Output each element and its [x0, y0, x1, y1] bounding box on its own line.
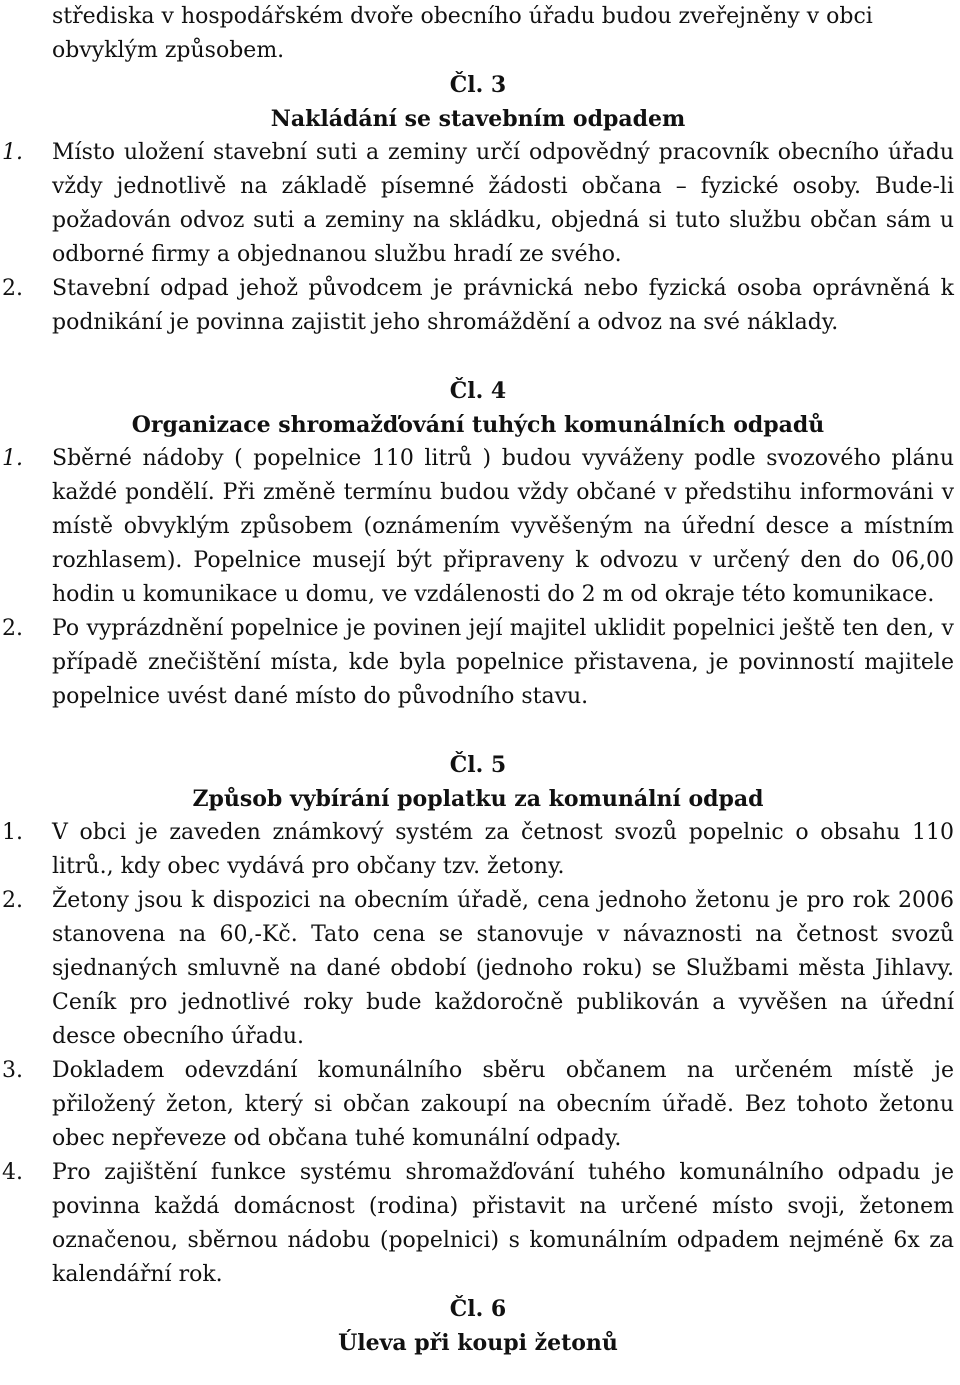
item-text: Stavební odpad jehož původcem je právnická nebo fyzická osoba oprávněná k podnikání je povinna zajistit jeho shromáždění a odvoz na své náklady. [52, 276, 954, 335]
article-title: Úleva při koupi žetonů [338, 1330, 618, 1356]
item-number: 4. [2, 1160, 23, 1185]
article-number: Čl. 3 [449, 72, 507, 98]
list-item [2, 442, 954, 612]
spacer [2, 714, 954, 748]
item-number: 2. [2, 276, 23, 301]
item-text: V obci je zaveden známkový systém za četnost svozů popelnic o obsahu 110 litrů., kdy obec vydává pro občany tzv. žetony. [52, 820, 954, 879]
item-text: Po vyprázdnění popelnice je povinen její majitel uklidit popelnici ještě ten den, v případě znečištění místa, kde byla popelnice přistavena, je povinností majitele popelnice uvést dané místo do původního stavu. [52, 616, 954, 709]
item-number: 1. [2, 140, 23, 165]
list-item [2, 816, 954, 884]
article-title: Organizace shromažďování tuhých komunálních odpadů [131, 412, 825, 438]
item-number: 2. [2, 616, 23, 641]
item-number: 2. [2, 888, 23, 913]
intro-line: obvyklým způsobem. [52, 38, 285, 63]
list-item [2, 1054, 954, 1156]
list-item [2, 884, 954, 1054]
intro-line: střediska v hospodářském dvoře obecního úřadu budou zveřejněny v obci [52, 4, 873, 29]
item-number: 1. [2, 446, 23, 471]
list-item [2, 136, 954, 272]
item-text: Místo uložení stavební suti a zeminy určí odpovědný pracovník obecního úřadu vždy jednotlivě na základě písemné žádosti občana – fyzické osoby. Bude-li požadován odvoz suti a zeminy na skládku, objedná si tuto službu občan sám u odborné firmy a objednanou službu hradí ze svého. [52, 140, 954, 267]
article-4 [2, 374, 954, 714]
list-item [2, 612, 954, 714]
item-text: Sběrné nádoby ( popelnice 110 litrů ) budou vyváženy podle svozového plánu každé pondělí. Při změně termínu budou vždy občané v předstihu informováni v místě obvyklým způsobem (oznámením vyvěšeným na úřední desce a místním rozhlasem). Popelnice musejí být připraveny k odvozu v určený den do 06,00 hodin u komunikace u domu, ve vzdálenosti do 2 m od okraje této komunikace. [52, 446, 954, 607]
item-number: 1. [2, 820, 23, 845]
article-number: Čl. 6 [449, 1296, 507, 1322]
article-number: Čl. 5 [449, 752, 507, 778]
spacer [2, 340, 954, 374]
article-5 [2, 748, 954, 1292]
item-text: Pro zajištění funkce systému shromažďování tuhého komunálního odpadu je povinna každá domácnost (rodina) přistavit na určené místo svoji, žetonem označenou, sběrnou nádobu (popelnici) s komunálním odpadem nejméně 6x za kalendářní rok. [52, 1160, 954, 1287]
list-item [2, 272, 954, 340]
item-number: 3. [2, 1058, 23, 1083]
article-number: Čl. 4 [449, 378, 507, 404]
article-3 [2, 68, 954, 340]
item-text: Dokladem odevzdání komunálního sběru občanem na určeném místě je přiložený žeton, který si občan zakoupí na obecním úřadě. Bez tohoto žetonu obec nepřeveze od občana tuhé komunální odpady. [52, 1058, 954, 1151]
article-title: Nakládání se stavebním odpadem [270, 106, 686, 132]
article-6 [2, 1292, 954, 1360]
list-item [2, 1156, 954, 1292]
intro-paragraph [2, 0, 954, 68]
item-text: Žetony jsou k dispozici na obecním úřadě, cena jednoho žetonu je pro rok 2006 stanovena na 60,-Kč. Tato cena se stanovuje v návaznosti na četnost svozů sjednaných smluvně na dané období (jednoho roku) se Službami města Jihlavy. Ceník pro jednotlivé roky bude každoročně publikován a vyvěšen na úřední desce obecního úřadu. [52, 888, 954, 1049]
article-title: Způsob vybírání poplatku za komunální odpad [192, 786, 764, 812]
